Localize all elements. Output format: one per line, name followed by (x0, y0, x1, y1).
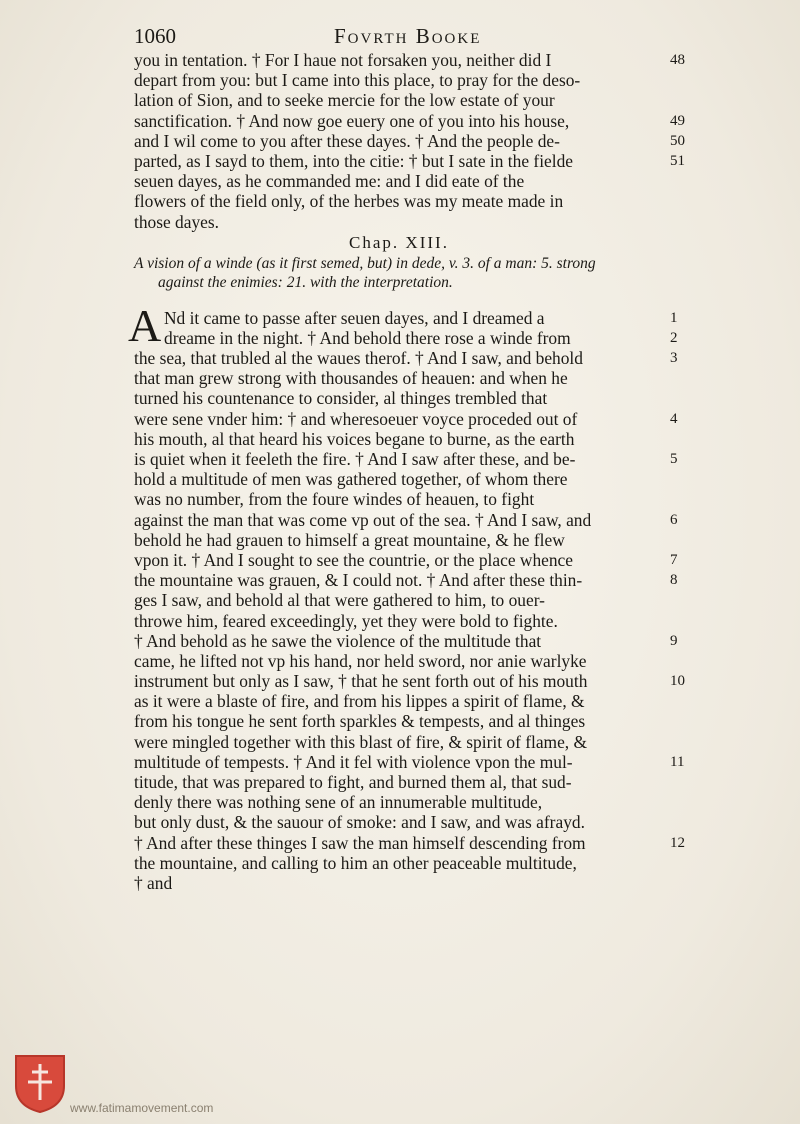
text-line (134, 70, 664, 90)
line-text: but only dust, & the sauour of smoke: and I saw, and was afrayd. (134, 812, 585, 833)
chapter-argument-line-2: against the enimies: 21. with the interpretation. (158, 273, 453, 291)
text-line (134, 751, 685, 772)
text-line (134, 489, 664, 509)
line-text: flowers of the field only, of the herbes was my meate made in (134, 191, 564, 212)
second-line-text: dreame in the night. † And behold there rose a winde from (164, 327, 571, 348)
verse-number: 11 (670, 753, 685, 770)
text-line (134, 630, 678, 651)
line-text: throwe him, feared exceedingly, yet they were bold to fighte. (134, 610, 558, 631)
line-text: the sea, that trubled al the waues therof. † And I saw, and behold (134, 348, 583, 369)
line-text: against the man that was come vp out of the sea. † And I saw, and (134, 509, 592, 530)
verse-number: 7 (670, 551, 678, 568)
running-head: Fovrth Booke (334, 24, 482, 48)
verse-number: 51 (670, 152, 685, 169)
fatima-movement-logo (12, 1052, 68, 1114)
text-line (134, 611, 664, 631)
line-text: is quiet when it feeleth the fire. † And I saw after these, and be- (134, 449, 576, 469)
text-line (134, 388, 664, 408)
page-header (134, 24, 694, 52)
line-text: † And after these thinges I saw the man himself descending from (134, 832, 586, 853)
line-text: were mingled together with this blast of fire, & spirit of flame, & (134, 731, 588, 752)
line-text: lation of Sion, and to seeke mercie for the low estate of your (134, 90, 555, 111)
text-line (134, 50, 685, 70)
text-line (134, 212, 664, 232)
verse-number: 5 (670, 451, 678, 467)
text-line (134, 691, 664, 711)
line-text: turned his countenance to consider, al thinges trembled that (134, 388, 548, 409)
line-text: instrument but only as I saw, † that he sent forth out of his mouth (134, 671, 588, 692)
line-text: † and (134, 872, 173, 893)
verse-number: 10 (670, 673, 685, 690)
verse-number: 9 (670, 632, 678, 649)
verse-number: 12 (670, 834, 685, 851)
first-line-text: Nd it came to passe after seuen dayes, and I dreamed a (164, 307, 545, 328)
text-line (134, 150, 685, 171)
line-text: that man grew strong with thousandes of heauen: and when he (134, 368, 568, 389)
line-text: you in tentation. † For I haue not forsaken you, neither did I (134, 50, 552, 70)
line-text: were sene vnder him: † and wheresoeuer voyce proceded out of (134, 408, 578, 429)
line-text: was no number, from the foure windes of heauen, to fight (134, 489, 535, 510)
chapter-body-lines (134, 348, 685, 893)
text-line (134, 651, 664, 671)
text-line (134, 90, 664, 110)
line-text: his mouth, al that heard his voices begane to burne, as the earth (134, 428, 575, 449)
line-text: from his tongue he sent forth sparkles & tempests, and al thinges (134, 711, 586, 732)
line-text: and I wil come to you after these dayes. † And the people de- (134, 130, 560, 151)
line-text: denly there was nothing sene of an innumerable multitude, (134, 792, 543, 813)
text-line (134, 671, 685, 692)
line-text: hold a multitude of men was gathered together, of whom there (134, 469, 568, 490)
text-line (134, 130, 685, 151)
verse-number: 48 (670, 52, 685, 68)
text-line (134, 812, 664, 832)
chapter-heading: Chap. XIII. (349, 232, 449, 252)
line-text: the mountaine, and calling to him an other peaceable multitude, (134, 852, 577, 873)
line-text: depart from you: but I came into this place, to pray for the deso- (134, 70, 581, 91)
pre-chapter-lines (134, 50, 685, 232)
verse-number: 8 (670, 572, 678, 589)
line-text: sanctification. † And now goe euery one of you into his house, (134, 110, 570, 131)
line-text: those dayes. (134, 211, 220, 232)
drop-cap: A (128, 299, 162, 351)
line-text: vpon it. † And I sought to see the countrie, or the place whence (134, 549, 573, 570)
text-line (134, 408, 678, 429)
text-line (134, 590, 664, 610)
line-text: seuen dayes, as he commanded me: and I did eate of the (134, 171, 525, 192)
text-line (134, 732, 664, 752)
text-line (134, 368, 664, 388)
text-line (134, 530, 664, 550)
verse-number: 49 (670, 112, 685, 129)
verse-number: 3 (670, 350, 678, 367)
chapter-second-line (134, 327, 678, 348)
site-url: www.fatimamovement.com (70, 1101, 214, 1115)
text-line (134, 711, 664, 731)
text-line (134, 873, 664, 893)
line-text: multitude of tempests. † And it fel with violence vpon the mul- (134, 751, 573, 772)
text-line (134, 570, 678, 591)
verse-number: 50 (670, 132, 685, 149)
text-line (134, 549, 678, 570)
text-line (134, 792, 664, 812)
text-line (134, 832, 685, 853)
verse-number: 1 (670, 309, 678, 326)
page-number: 1060 (134, 24, 176, 48)
text-line (134, 772, 664, 792)
line-text: parted, as I sayd to them, into the citie: † but I sate in the fielde (134, 150, 573, 171)
chapter-argument-line-1: A vision of a winde (as it first semed, but) in dede, v. 3. of a man: 5. strong (134, 254, 596, 272)
text-line (134, 191, 664, 211)
text-line (134, 509, 678, 530)
line-text: behold he had grauen to himself a great mountaine, & he flew (134, 529, 565, 550)
text-line (134, 171, 664, 191)
line-text: titude, that was prepared to fight, and burned them al, that sud- (134, 772, 572, 792)
line-text: as it were a blaste of fire, and from his lippes a spirit of flame, & (134, 691, 585, 712)
verse-number: 4 (670, 410, 678, 427)
text-block (128, 50, 685, 893)
text-line (134, 469, 664, 489)
text-line (134, 853, 664, 873)
verse-number: 6 (670, 511, 678, 528)
text-line (134, 449, 678, 469)
line-text: ges I saw, and behold al that were gathered to him, to ouer- (134, 590, 545, 611)
text-line (134, 429, 664, 449)
line-text: came, he lifted not vp his hand, nor held sword, nor anie warlyke (134, 650, 587, 671)
verse-number: 2 (670, 329, 678, 346)
line-text: † And behold as he sawe the violence of the multitude that (134, 630, 542, 651)
text-line (134, 348, 678, 369)
text-line (134, 110, 685, 131)
line-text: the mountaine was grauen, & I could not. † And after these thin- (134, 570, 583, 591)
